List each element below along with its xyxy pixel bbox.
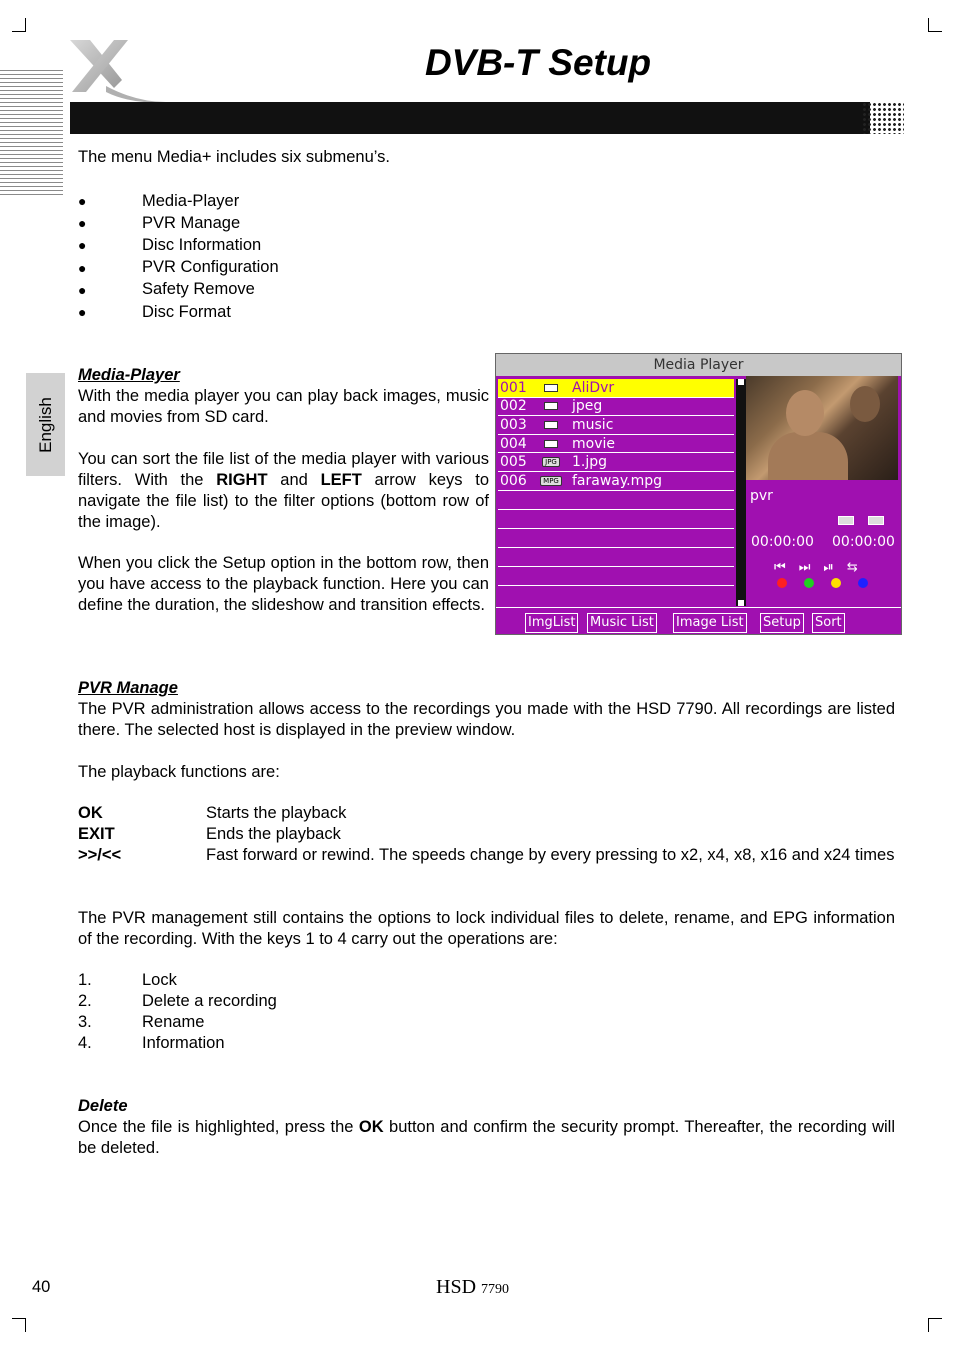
blue-key-dot [858,578,868,588]
file-row: 001 AliDvr [498,379,734,398]
media-player-screenshot [495,353,902,635]
mode-icons [838,516,884,525]
file-row: 005 JPG 1.jpg [498,453,734,472]
delete-heading: Delete [78,1097,128,1115]
preview-image [746,376,898,480]
elapsed-time: 00:00:00 [751,534,814,550]
list-item: ● Disc Format [78,302,231,321]
folder-icon [868,516,884,525]
list-item: 4. Information [78,1034,225,1052]
yellow-key-dot [831,578,841,588]
media-player-paragraph-3: When you click the Setup option in the bottom row, then you have access to the playback function. Here you can define the duration, the slideshow and transition effects. [78,554,489,614]
list-item: 2. Delete a recording [78,992,277,1010]
next-icon: ⏭ [798,560,811,575]
file-row: 002 jpeg [498,398,734,417]
page-number: 40 [32,1278,51,1296]
list-item: ● PVR Manage [78,213,241,232]
header-bar [70,102,870,134]
playback-controls [774,560,858,575]
submenu-list [78,190,279,323]
brand-x-logo [66,36,176,106]
list-item: ● Media-Player [78,191,240,210]
media-player-paragraph-2: You can sort the file list of the media player with various filters. With the RIGHT and LEFT arrow keys to navigate the file list) to the filter options (bottom row of the image). [78,450,489,531]
empty-row [498,548,734,567]
key-row: OK Starts the playback [78,804,347,822]
file-list [498,379,734,586]
folder-icon [544,402,558,410]
pvr-manage-heading: PVR Manage [78,679,178,697]
imglist-button: ImgList [525,613,578,633]
empty-row [498,491,734,510]
language-tab [26,373,65,476]
file-row: 006 MPG faraway.mpg [498,472,734,491]
file-row: 003 music [498,416,734,435]
crop-mark-top-left [12,18,26,32]
empty-row [498,529,734,548]
color-keys [777,578,868,588]
folder-icon [544,384,558,392]
play-pause-icon: ⏯ [823,560,834,575]
key-row: EXIT Ends the playback [78,825,341,843]
folder-icon [544,440,558,448]
delete-paragraph: Once the file is highlighted, press the OK button and confirm the security prompt. Thereafter, the recording will be deleted. [78,1118,895,1157]
crop-mark-bottom-left [12,1318,26,1332]
language-label: English [35,396,55,453]
red-key-dot [777,578,787,588]
footer-model-name: HSD 7790 [436,1276,510,1298]
pvr-label: pvr [750,488,773,504]
image-list-button: Image List [673,613,747,633]
playback-keys-table [78,803,895,866]
crop-mark-bottom-right [928,1318,942,1332]
header-dot-pattern [862,102,904,134]
side-stripes-decoration [0,70,63,198]
green-key-dot [804,578,814,588]
empty-row [498,567,734,586]
repeat-icon [838,516,854,525]
previous-icon: ⏮ [774,560,786,575]
empty-row [498,510,734,529]
mpg-file-icon: MPG [540,476,562,486]
page-title: DVB-T Setup [424,42,652,83]
jpg-file-icon: JPG [542,457,560,467]
sort-button: Sort [812,613,845,633]
list-item: 1. Lock [78,971,177,989]
repeat-mode-icon: ⇆ [846,560,858,575]
pvr-manage-paragraph-3: The PVR management still contains the options to lock individual files to delete, rename, and EPG information of the recording. With the keys 1 to 4 carry out the operations are: [78,909,895,948]
screen-title: Media Player [496,354,901,376]
key-row: >>/<< Fast forward or rewind. The speeds change by every pressing to x2, x4, x8, x16 and x24 times [78,846,895,864]
operations-list [78,970,277,1054]
media-player-paragraph-1: With the media player you can play back images, music and movies from SD card. [78,387,489,426]
list-item: 3. Rename [78,1013,205,1031]
list-item: ● Safety Remove [78,280,255,299]
pvr-manage-paragraph-1: The PVR administration allows access to the recordings you made with the HSD 7790. All recordings are listed there. The selected host is displayed in the preview window. [78,700,895,739]
pvr-manage-paragraph-2: The playback functions are: [78,763,280,781]
media-player-heading: Media-Player [78,366,180,384]
list-item: ● Disc Information [78,235,262,254]
setup-button: Setup [760,613,804,633]
total-time: 00:00:00 [832,534,895,550]
file-row: 004 movie [498,435,734,454]
list-scrollbar [736,379,746,606]
folder-icon [544,421,558,429]
filter-button-row [496,607,901,635]
crop-mark-top-right [928,18,942,32]
music-list-button: Music List [587,613,657,633]
intro-text: The menu Media+ includes six submenu’s. [78,148,390,166]
list-item: ● PVR Configuration [78,258,279,277]
